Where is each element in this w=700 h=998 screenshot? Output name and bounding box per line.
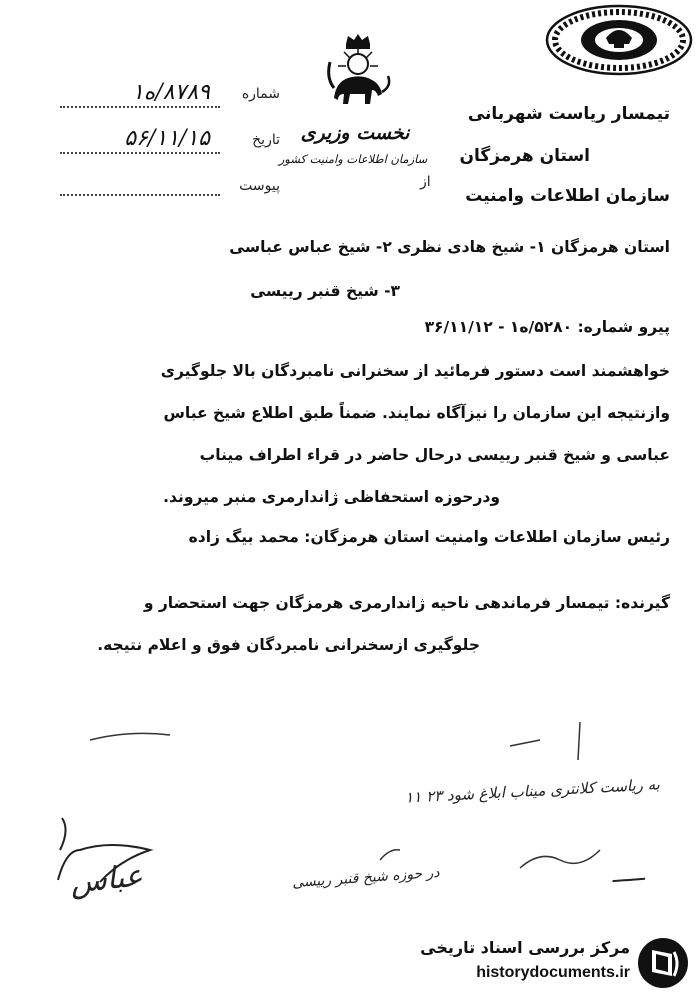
attachment-label: پیوست [239, 178, 280, 194]
footer-org-name: مرکز بررسی اسناد تاریخی [420, 938, 630, 957]
body-line-3: عباسی و شیخ قنبر رییسی درحال حاضر در قراء اطراف میناب [199, 446, 670, 464]
footer-brand [414, 930, 696, 994]
handwritten-note-2: در حوزه شیخ قنبر رییسی [291, 864, 441, 892]
footer-logo-icon [636, 936, 690, 990]
body-line-4: ودرحوزه استحفاظی ژاندارمری منبر میروند. [163, 488, 500, 506]
date-field [40, 126, 280, 158]
from-label: از [420, 174, 431, 190]
emblem-title: نخست وزیری [300, 122, 410, 144]
footer-website: historydocuments.ir [476, 964, 630, 981]
handwritten-mark-right: ـــــ [611, 860, 646, 889]
body-line-2: وازنتیجه این سازمان را نیزآگاه نمایند. ضمناً طبق اطلاع شیخ عباس [163, 404, 670, 422]
addressee-line-3: سازمان اطلاعات وامنیت [465, 186, 670, 206]
date-label: تاریخ [252, 132, 280, 148]
handwritten-note-1: به ریاست کلانتری میناب ابلاغ شود ۲۳ ۱۱ [404, 775, 661, 807]
date-dotted-line [60, 152, 220, 154]
reference-line: پیرو شماره: ۵۲۸۰/ه۱ - ۳۶/۱۱/۱۲ [424, 318, 670, 336]
number-dotted-line [60, 106, 220, 108]
attachment-field [40, 172, 280, 204]
addressee-line-2: استان هرمزگان [459, 146, 590, 166]
date-value: ۵۶/۱۱/۱۵ [124, 126, 210, 151]
number-value: ۸۷۸۹/ه۱ [131, 80, 210, 105]
cc-line-2: جلوگیری ازسخنرانی نامبردگان فوق و اعلام نتیجه. [97, 636, 480, 654]
attachment-dotted-line [60, 194, 220, 196]
number-field [40, 80, 280, 112]
number-label: شماره [241, 86, 280, 102]
body-line-1: خواهشمند است دستور فرمائید از سخنرانی نامبردگان بالا جلوگیری [160, 362, 670, 380]
addressee-line-1: تیمسار ریاست شهربانی [467, 104, 670, 124]
subject-line-1: استان هرمزگان ۱- شیخ هادی نظری ۲- شیخ عباس عباسی [229, 238, 670, 256]
cc-line-1: گیرنده: تیمسار فرماندهی ناحیه ژاندارمری هرمزگان جهت استحضار و [143, 594, 670, 612]
lion-and-sun-emblem-icon [318, 32, 398, 124]
seal-stamp [544, 4, 694, 76]
handwritten-signature: عباس [68, 858, 145, 901]
emblem-subtitle: سازمان اطلاعات وامنیت کشور [278, 152, 428, 166]
subject-line-2: ۳- شیخ قنبر رییسی [250, 282, 400, 300]
signatory-line: رئیس سازمان اطلاعات وامنیت استان هرمزگان: محمد بیگ زاده [188, 528, 670, 546]
